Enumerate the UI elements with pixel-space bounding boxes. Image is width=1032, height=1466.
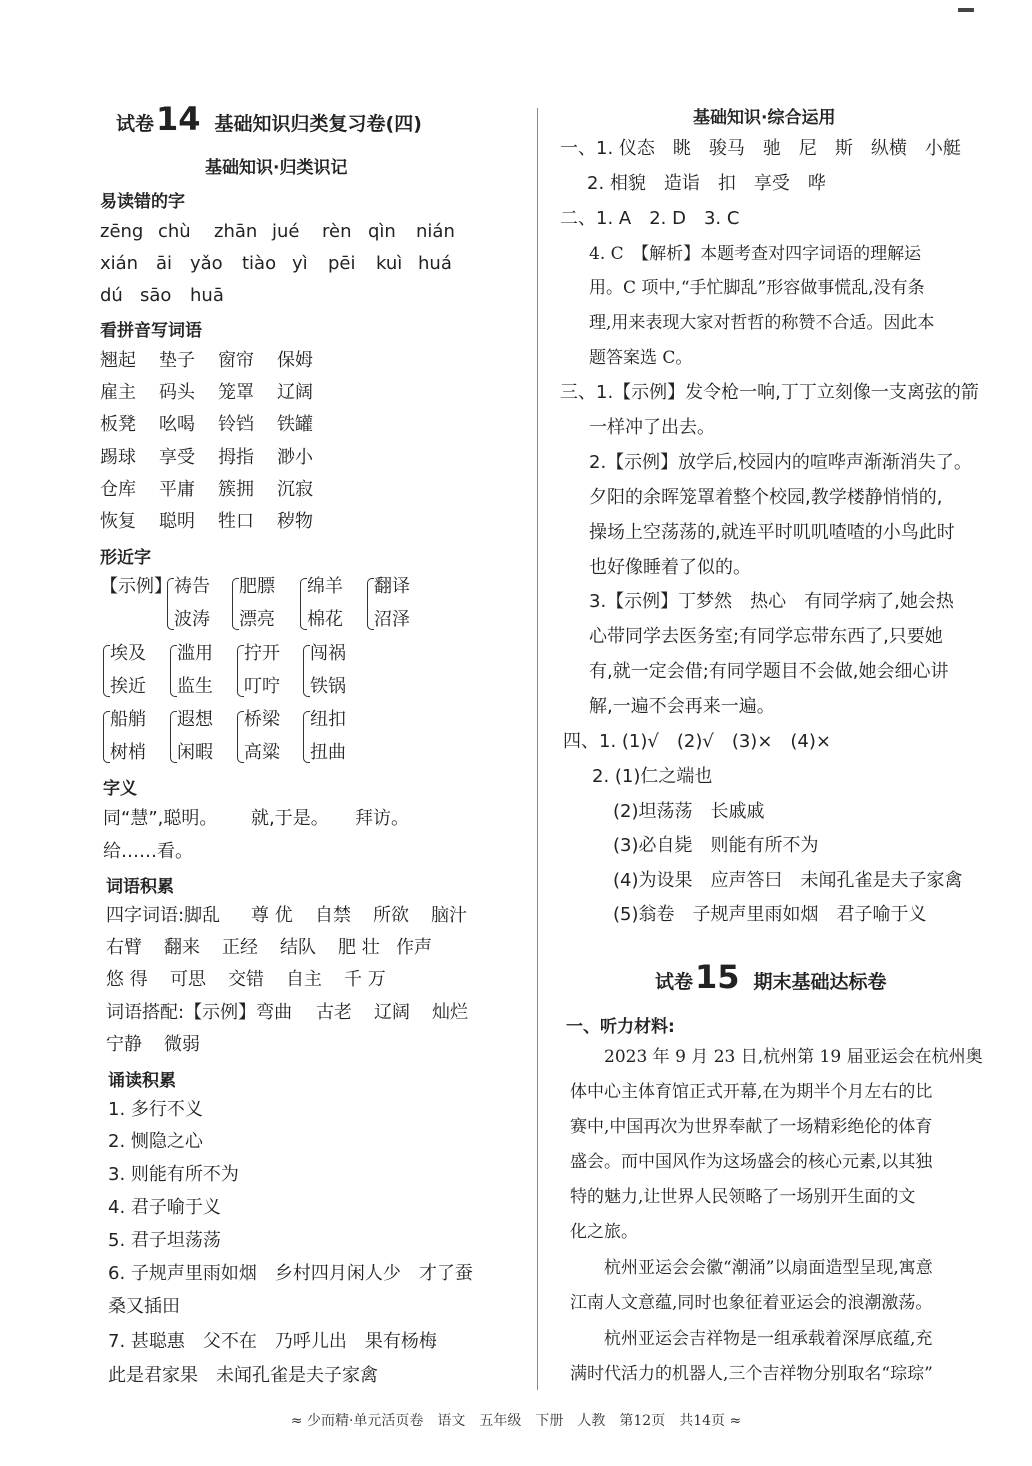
ciyu-item: 古老 <box>316 1002 352 1023</box>
pinyin: yì <box>292 253 308 274</box>
pair-word: 拧开 <box>244 643 280 664</box>
pinyin: āi <box>156 253 173 274</box>
word-row <box>100 446 336 470</box>
pair-word: 闲暇 <box>177 742 213 763</box>
ciyu-item: 宁静 <box>106 1034 142 1055</box>
passage-line: 盛会。而中国风作为这场盛会的核心元素,以其独 <box>570 1152 933 1172</box>
answer-line: 二、1. A 2. D 3. C <box>560 208 740 229</box>
word: 保姆 <box>277 350 313 371</box>
pair-word: 监生 <box>177 676 213 697</box>
brace-icon <box>303 645 310 697</box>
ciyu-item: 作声 <box>396 937 432 958</box>
section-title-left: 基础知识·归类识记 <box>205 158 348 178</box>
word: 吆喝 <box>159 414 195 435</box>
pinyin: chù <box>158 221 191 242</box>
answer-line: (2)坦荡荡 长戚戚 <box>613 801 765 822</box>
paper-14-title <box>116 100 422 138</box>
word: 沉寂 <box>277 479 313 500</box>
word: 拇指 <box>218 447 254 468</box>
answer-line: 有,就一定会借;有同学题目不会做,她会细心讲 <box>589 661 949 682</box>
ciyu-item: 自主 <box>286 969 322 990</box>
word: 仓库 <box>100 479 136 500</box>
songdu-line: 4. 君子喻于义 <box>108 1197 221 1218</box>
ciyu-item: 翻来 <box>164 937 200 958</box>
ciyu-item: 微弱 <box>164 1034 200 1055</box>
pair-word: 波涛 <box>174 609 210 630</box>
pinyin: sāo <box>140 285 172 306</box>
brace-icon <box>103 645 110 697</box>
passage-line: 江南人文意蕴,同时也象征着亚运会的浪潮激荡。 <box>570 1293 933 1313</box>
pinyin: zēng <box>100 221 144 242</box>
answer-line: 理,用来表现大家对哲哲的称赞不合适。因此本 <box>589 313 935 333</box>
pinyin: huá <box>418 253 452 274</box>
pair-word: 祷告 <box>174 576 210 597</box>
pair-word: 棉花 <box>307 609 343 630</box>
pinyin: nián <box>416 221 455 242</box>
pinyin: yǎo <box>190 253 223 274</box>
word: 窗帘 <box>218 350 254 371</box>
paper-name: 基础知识归类复习卷(四) <box>214 113 422 135</box>
word: 渺小 <box>277 447 313 468</box>
ziyi-item: 同“慧”,聪明。 <box>103 808 218 829</box>
answer-line: 也好像睡着了似的。 <box>589 557 751 578</box>
ciyu-item: 结队 <box>280 937 316 958</box>
pinyin-row-2 <box>100 252 452 276</box>
passage-line: 赛中,中国再次为世界奉献了一场精彩绝伦的体育 <box>570 1117 933 1137</box>
brace-icon <box>300 578 307 630</box>
pinyin-row-3 <box>100 284 224 308</box>
pinyin: dú <box>100 285 123 306</box>
pair-word: 闯祸 <box>310 643 346 664</box>
brace-icon <box>167 578 174 630</box>
pair-word: 桥梁 <box>244 709 280 730</box>
answer-line: 夕阳的余晖笼罩着整个校园,教学楼静悄悄的, <box>589 487 943 508</box>
pair-word: 翻译 <box>374 576 410 597</box>
ciyu-line <box>106 1001 468 1025</box>
answer-line: 2. (1)仁之端也 <box>592 766 713 787</box>
pinyin: kuì <box>376 253 403 274</box>
passage-line: 杭州亚运会吉祥物是一组承载着深厚底蕴,充 <box>604 1329 933 1349</box>
word: 恢复 <box>100 511 136 532</box>
pair-word: 埃及 <box>110 643 146 664</box>
songdu-line: 2. 恻隐之心 <box>108 1131 203 1152</box>
paper-name: 期末基础达标卷 <box>753 971 887 993</box>
answer-line: (5)翁卷 子规声里雨如烟 君子喻于义 <box>613 904 927 925</box>
ciyu-item: 词语搭配:【示例】弯曲 <box>106 1002 293 1023</box>
brace-icon <box>237 645 244 697</box>
pair-word: 滥用 <box>177 643 213 664</box>
listen-heading: 一、听力材料: <box>566 1017 675 1037</box>
pinyin: qìn <box>368 221 396 242</box>
pair-word: 高粱 <box>244 742 280 763</box>
pair-word: 绵羊 <box>307 576 343 597</box>
ciyu-item: 可思 <box>170 969 206 990</box>
pinyin: pēi <box>328 253 356 274</box>
word-row <box>100 478 336 502</box>
ciyu-item: 灿烂 <box>432 1002 468 1023</box>
ciyu-heading: 词语积累 <box>106 877 174 897</box>
passage-line: 满时代活力的机器人,三个吉祥物分别取名“琮琮” <box>570 1364 933 1384</box>
example-label: 【示例】 <box>100 576 172 597</box>
songdu-line: 桑又插田 <box>108 1296 180 1317</box>
pinyin: xián <box>100 253 139 274</box>
answer-line: (3)必自毙 则能有所不为 <box>613 835 819 856</box>
pair-word: 铁锅 <box>310 676 346 697</box>
paper-label: 试卷 <box>655 971 694 993</box>
passage-line: 2023 年 9 月 23 日,杭州第 19 届亚运会在杭州奥 <box>604 1047 983 1067</box>
passage-line: 体中心主体育馆正式开幕,在为期半个月左右的比 <box>570 1082 933 1102</box>
passage-line: 化之旅。 <box>570 1222 638 1242</box>
ciyu-line <box>106 904 467 928</box>
column-divider <box>537 108 538 1390</box>
pinyin: jué <box>272 221 300 242</box>
ziyi-item: 就,于是。 <box>251 808 329 829</box>
pair-word: 肥膘 <box>239 576 275 597</box>
word: 垫子 <box>159 350 195 371</box>
ziyi-item: 拜访。 <box>355 808 409 829</box>
pair-word: 纽扣 <box>310 709 346 730</box>
songdu-line: 此是君家果 未闻孔雀是夫子家禽 <box>108 1365 378 1386</box>
answer-line: 三、1.【示例】发令枪一响,丁丁立刻像一支离弦的箭 <box>560 382 979 403</box>
word: 秽物 <box>277 511 313 532</box>
ciyu-item: 千 万 <box>344 969 386 990</box>
brace-icon <box>232 578 239 630</box>
word-row <box>100 510 336 534</box>
songdu-line: 3. 则能有所不为 <box>108 1164 239 1185</box>
ciyu-line <box>106 968 386 992</box>
ziyi-heading: 字义 <box>103 779 137 799</box>
songdu-line: 7. 甚聪惠 父不在 乃呼儿出 果有杨梅 <box>108 1331 437 1352</box>
brace-icon <box>237 711 244 763</box>
answer-line: 一样冲了出去。 <box>589 417 715 438</box>
ziyi-line-1 <box>103 807 409 831</box>
word-row <box>100 413 336 437</box>
pair-word: 叮咛 <box>244 676 280 697</box>
ciyu-item: 所欲 <box>373 905 409 926</box>
corner-mark <box>958 8 974 12</box>
ciyu-item: 交错 <box>228 969 264 990</box>
answer-line: 2.【示例】放学后,校园内的喧哗声渐渐消失了。 <box>589 452 972 473</box>
pair-word: 遐想 <box>177 709 213 730</box>
word: 辽阔 <box>277 382 313 403</box>
page-footer: ≈ 少而精·单元活页卷 语文 五年级 下册 人教 第12页 共14页 ≈ <box>290 1413 742 1429</box>
answer-line: 四、1. (1)√ (2)√ (3)× (4)× <box>563 731 831 752</box>
answer-line: 一、1. 仪态 眺 骏马 驰 尼 斯 纵横 小艇 <box>560 138 961 159</box>
pinyin: tiào <box>242 253 277 274</box>
pair-word: 扭曲 <box>310 742 346 763</box>
answer-line: 用。C 项中,“手忙脚乱”形容做事慌乱,没有条 <box>589 278 925 298</box>
section-title-right: 基础知识·综合运用 <box>693 108 836 128</box>
brace-icon <box>303 711 310 763</box>
paper-number: 14 <box>156 100 201 138</box>
answer-line: 3.【示例】丁梦然 热心 有同学病了,她会热 <box>589 591 954 612</box>
brace-icon <box>103 711 110 763</box>
brace-icon <box>367 578 374 630</box>
ciyu-item: 正经 <box>222 937 258 958</box>
songdu-line: 6. 子规声里雨如烟 乡村四月闲人少 才了蚕 <box>108 1263 473 1284</box>
ciyu-item: 辽阔 <box>374 1002 410 1023</box>
word: 踢球 <box>100 447 136 468</box>
paper-number: 15 <box>695 958 740 996</box>
pair-word: 船艄 <box>110 709 146 730</box>
pair-word: 树梢 <box>110 742 146 763</box>
pair-word: 沼泽 <box>374 609 410 630</box>
passage-line: 杭州亚运会会徽“潮涌”以扇面造型呈现,寓意 <box>604 1258 933 1278</box>
answer-line: 操场上空荡荡的,就连平时叽叽喳喳的小鸟此时 <box>589 522 955 543</box>
pair-word: 漂亮 <box>239 609 275 630</box>
yidu-heading: 易读错的字 <box>100 192 185 212</box>
songdu-line: 5. 君子坦荡荡 <box>108 1230 221 1251</box>
answer-line: 2. 相貌 造诣 扣 享受 哗 <box>587 173 826 194</box>
songdu-heading: 诵读积累 <box>108 1071 176 1091</box>
paper-15-title <box>655 958 887 996</box>
word: 平庸 <box>159 479 195 500</box>
ciyu-line <box>106 1033 200 1057</box>
pinyin: rèn <box>322 221 352 242</box>
word: 牲口 <box>218 511 254 532</box>
word: 码头 <box>159 382 195 403</box>
brace-icon <box>170 711 177 763</box>
ciyu-item: 悠 得 <box>106 969 148 990</box>
word: 雇主 <box>100 382 136 403</box>
ciyu-item: 右臂 <box>106 937 142 958</box>
pair-word: 挨近 <box>110 676 146 697</box>
ciyu-item: 尊 优 <box>251 905 293 926</box>
xingjin-heading: 形近字 <box>100 548 151 568</box>
word: 聪明 <box>159 511 195 532</box>
paper-label: 试卷 <box>116 113 155 135</box>
kanpin-heading: 看拼音写词语 <box>100 321 202 341</box>
word: 铃铛 <box>218 414 254 435</box>
word-row <box>100 381 336 405</box>
ziyi-line-2: 给……看。 <box>103 841 193 862</box>
answer-line: 心带同学去医务室;有同学忘带东西了,只要她 <box>589 626 943 647</box>
pinyin: zhān <box>214 221 258 242</box>
word: 板凳 <box>100 414 136 435</box>
ciyu-item: 脑汁 <box>431 905 467 926</box>
pinyin: huā <box>190 285 224 306</box>
word-row <box>100 349 336 373</box>
songdu-line: 1. 多行不义 <box>108 1099 203 1120</box>
brace-icon <box>170 645 177 697</box>
word: 簇拥 <box>218 479 254 500</box>
ciyu-item: 自禁 <box>315 905 351 926</box>
answer-line: 题答案选 C。 <box>589 348 693 368</box>
ciyu-line <box>106 936 432 960</box>
answer-line: (4)为设果 应声答曰 未闻孔雀是夫子家禽 <box>613 870 963 891</box>
answer-line: 解,一遍不会再来一遍。 <box>589 696 775 717</box>
word: 翘起 <box>100 350 136 371</box>
answer-line: 4. C 【解析】本题考查对四字词语的理解运 <box>589 244 922 264</box>
passage-line: 特的魅力,让世界人民领略了一场别开生面的文 <box>570 1187 916 1207</box>
ciyu-item: 肥 壮 <box>338 937 380 958</box>
word: 笼罩 <box>218 382 254 403</box>
word: 铁罐 <box>277 414 313 435</box>
pinyin-row-1 <box>100 220 455 244</box>
ciyu-item: 四字词语:脚乱 <box>106 905 221 926</box>
word: 享受 <box>159 447 195 468</box>
